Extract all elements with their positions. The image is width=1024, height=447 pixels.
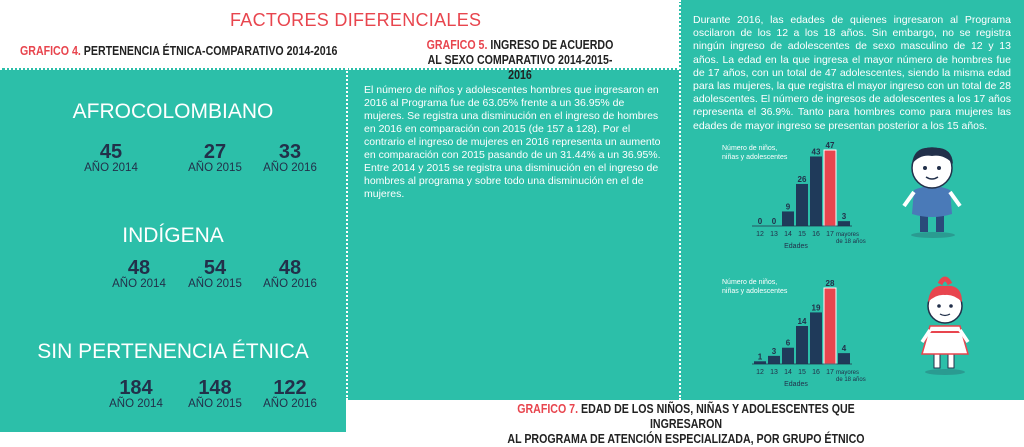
grafico5-text: El número de niños y adolescentes hombres que ingresaron en 2016 al Programa fue de 63.05% frente a un 36.95% de mujeres. Se registra una disminución en el ingreso de hombres en 2016 en comparación con 2015 (de 157 a 128). Por el contrario el ingreso de mujeres en 2016 representa un aumento en comparación con 2015 pasando de un 31.44% a un 36.95%. Entre 2014 y 2015 se registra una disminución en el ingreso de hombres al programa y sobre todo una disminución en el de mujeres.	[364, 84, 664, 201]
stat-value: 45	[71, 142, 151, 162]
grafico4-title	[20, 44, 337, 59]
bar-12	[754, 361, 766, 364]
grafico5-label: GRAFICO 5.	[427, 38, 488, 52]
stat-year: AÑO 2016	[250, 162, 330, 175]
value-label: 6	[786, 339, 791, 348]
tick-label: 14	[784, 369, 792, 376]
age-description: Durante 2016, las edades de quienes ingresaron al Programa oscilaron de los 12 a los 18 años. Sin embargo, no se registra ningún ingreso de adolescentes de sexo masculino de 12 y 13 años. La edad en la que ingresa el mayor número de hombres fue de 17 años, con un total de 47 adolescentes, siendo la misma edad para las mujeres, la que registra el mayor ingreso con un total de 28 adolescentes. El número de ingresos de adolescentes a los 17 años representa el 36.9%. Tanto para hombres como para mujeres las edades de mayor ingreso se presentan posterior a los 15 años.	[693, 14, 1011, 133]
value-label: 3	[842, 212, 847, 221]
tick-label: 15	[798, 231, 806, 238]
bar-16	[810, 156, 822, 226]
tick-label: 16	[812, 231, 820, 238]
stat-value: 184	[96, 378, 176, 398]
tick-label: 12	[756, 231, 764, 238]
x-axis-label: Edades	[784, 243, 808, 250]
tick-label: 15	[798, 369, 806, 376]
stat-year: AÑO 2015	[175, 162, 255, 175]
value-label: 4	[842, 344, 847, 353]
bar-mayores-de-18-años	[838, 221, 850, 226]
tick-label: 17	[826, 369, 834, 376]
bar-15	[796, 184, 808, 226]
tick-label: 16	[812, 369, 820, 376]
y-legend-line1: Número de niños,	[722, 279, 777, 286]
value-label: 9	[786, 202, 791, 211]
value-label: 3	[772, 347, 777, 356]
stat-sin-2016	[250, 378, 330, 411]
stat-afro-2015	[175, 142, 255, 175]
grafico4-label: GRAFICO 4.	[20, 44, 81, 58]
tick-label: 17	[826, 231, 834, 238]
group-name-indigena: INDÍGENA	[0, 224, 346, 248]
value-label: 14	[798, 317, 807, 326]
stat-value: 122	[250, 378, 330, 398]
stat-afro-2014	[71, 142, 151, 175]
bar-17	[824, 288, 836, 364]
stat-indigena-2014	[99, 258, 179, 291]
value-label: 47	[826, 141, 835, 150]
tick-label: de 18 años	[836, 239, 866, 245]
tick-label: 13	[770, 231, 778, 238]
grafico7-heading-line1: EDAD DE LOS NIÑOS, NIÑAS Y ADOLESCENTES QUE INGRESARON	[581, 402, 855, 431]
grafico7-title	[499, 402, 873, 447]
stat-year: AÑO 2014	[96, 398, 176, 411]
tick-label: de 18 años	[836, 377, 866, 383]
grafico5-heading-line1: INGRESO DE ACUERDO	[490, 38, 613, 52]
y-legend-line2: niñas y adolescentes	[722, 288, 788, 295]
divider-vertical-1	[346, 68, 348, 400]
main-title: FACTORES DIFERENCIALES	[230, 10, 481, 31]
tick-label: 14	[784, 231, 792, 238]
stat-year: AÑO 2014	[99, 278, 179, 291]
group-name-afrocolombiano: AFROCOLOMBIANO	[0, 100, 346, 124]
stat-value: 48	[99, 258, 179, 278]
stat-year: AÑO 2015	[175, 278, 255, 291]
stat-indigena-2015	[175, 258, 255, 291]
tick-label: mayores	[836, 370, 859, 376]
grafico7-label: GRAFICO 7.	[517, 402, 578, 416]
stat-value: 48	[250, 258, 330, 278]
grafico5-heading-line2: AL SEXO COMPARATIVO 2014-2015-2016	[418, 53, 622, 83]
grafico4-heading: PERTENENCIA ÉTNICA-COMPARATIVO 2014-2016	[84, 44, 338, 58]
bar-15	[796, 326, 808, 364]
value-label: 19	[812, 303, 821, 312]
stat-afro-2016	[250, 142, 330, 175]
bar-mayores-de-18-años	[838, 353, 850, 364]
grafico5-title	[418, 38, 622, 83]
bar-13	[768, 356, 780, 364]
girl-illustration	[912, 272, 978, 376]
value-label: 0	[758, 217, 763, 226]
grafico7-heading-line2: AL PROGRAMA DE ATENCIÓN ESPECIALIZADA, POR GRUPO ÉTNICO	[499, 432, 873, 447]
stat-indigena-2016	[250, 258, 330, 291]
value-label: 28	[826, 279, 835, 288]
stat-year: AÑO 2015	[175, 398, 255, 411]
value-label: 1	[758, 352, 763, 361]
bar-16	[810, 312, 822, 364]
y-legend-line1: Número de niños,	[722, 145, 777, 152]
tick-label: 12	[756, 369, 764, 376]
stat-sin-2015	[175, 378, 255, 411]
stat-value: 33	[250, 142, 330, 162]
boy-illustration	[900, 140, 970, 240]
age-chart-boys	[700, 138, 900, 250]
bar-14	[782, 211, 794, 226]
stat-value: 148	[175, 378, 255, 398]
stat-sin-2014	[96, 378, 176, 411]
stat-value: 54	[175, 258, 255, 278]
stat-year: AÑO 2016	[250, 398, 330, 411]
stat-year: AÑO 2016	[250, 278, 330, 291]
stat-year: AÑO 2014	[71, 162, 151, 175]
divider-vertical-2	[679, 0, 681, 400]
tick-label: mayores	[836, 232, 859, 238]
stat-value: 27	[175, 142, 255, 162]
bar-14	[782, 348, 794, 364]
value-label: 0	[772, 217, 777, 226]
x-axis-label: Edades	[784, 381, 808, 388]
group-name-sin-pertenencia: SIN PERTENENCIA ÉTNICA	[0, 340, 346, 364]
value-label: 26	[798, 175, 807, 184]
age-chart-girls	[700, 272, 900, 392]
tick-label: 13	[770, 369, 778, 376]
value-label: 43	[812, 147, 821, 156]
bar-17	[824, 150, 836, 226]
y-legend-line2: niñas y adolescentes	[722, 154, 788, 161]
